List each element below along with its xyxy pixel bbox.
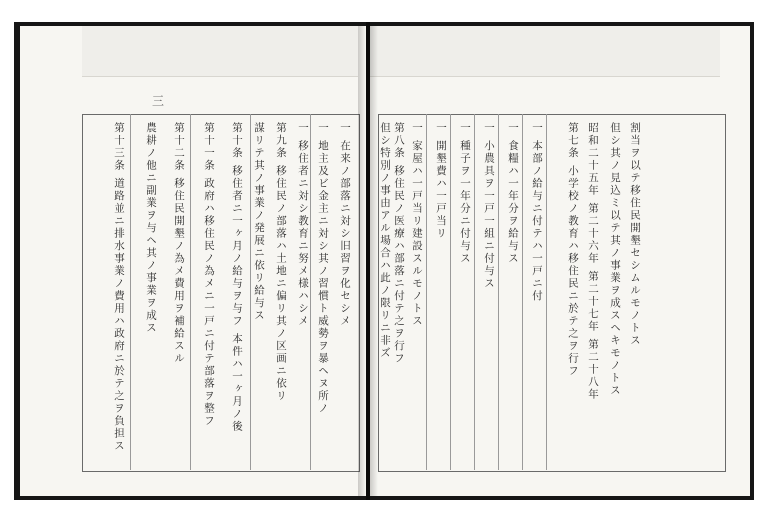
right-rule xyxy=(498,114,499,470)
book-spread xyxy=(14,22,754,500)
right-rule xyxy=(426,114,427,470)
right-column-9: 一 開墾費ハ一戸当リ xyxy=(435,122,447,240)
left-column-6: 第十条 移住者ニ一ヶ月ノ給与ヲ与フ 本件ハ一ヶ月ノ後 xyxy=(231,122,243,433)
left-column-8: 第十二条 移住民開墾ノ為メ費用ヲ補給スル xyxy=(173,122,185,365)
left-fold-shadow xyxy=(358,26,366,496)
right-rule xyxy=(522,114,523,470)
right-column-11: 第八条 移住民ノ医療ハ部落ニ付テ之ヲ行フ xyxy=(393,122,405,365)
left-column-2: 一 地主及ビ金主ニ対シ其ノ習慣ト威勢ヲ暴ヘヌ所ノ xyxy=(317,122,329,415)
right-header-band xyxy=(370,26,720,77)
left-page xyxy=(20,26,366,496)
left-rule xyxy=(250,114,251,470)
left-rule xyxy=(130,114,131,470)
left-header-band xyxy=(82,26,358,77)
left-column-4: 第九条 移住民ノ部落ハ土地ニ偏リ其ノ区画ニ依リ xyxy=(275,122,287,403)
right-column-7: 一 小農具ヲ一戸一組ニ付与ス xyxy=(483,122,495,290)
left-column-7: 第十一条 政府ハ移住民ノ為メニ一戸ニ付テ部落ヲ整フ xyxy=(203,122,215,428)
left-column-9: 農耕ノ他ニ副業ヲ与ヘ其ノ事業ヲ成ス xyxy=(145,122,157,335)
right-column-10: 一 家屋ハ一戸当リ建設スルモノトス xyxy=(411,122,423,328)
left-rule xyxy=(190,114,191,470)
right-page xyxy=(370,26,750,496)
right-fold-shadow xyxy=(370,26,378,496)
right-rule xyxy=(546,114,547,470)
right-text-frame xyxy=(378,114,726,472)
left-corner-mark: 三 xyxy=(152,94,165,108)
right-column-5: 一 本部ノ給与ニ付テハ一戸ニ付 xyxy=(531,122,543,303)
right-rule xyxy=(450,114,451,470)
left-column-5: 謀リテ其ノ事業ノ発展ニ依リ給与ス xyxy=(253,122,265,322)
left-column-1: 一 在来ノ部落ニ対シ旧習ヲ化セシメ xyxy=(339,122,351,328)
right-rule xyxy=(474,114,475,470)
right-column-3: 昭和二十五年 第二十六年 第二十七年 第二十八年 xyxy=(587,122,599,401)
left-column-3: 一 移住者ニ対シ教育ニ努メ様ハシメ xyxy=(297,122,309,328)
right-column-2: 但シ其ノ見込ミ以テ其ノ事業ヲ成スヘキモノトス xyxy=(609,122,621,397)
right-column-12: 但シ特別ノ事由アル場合ハ此ノ限リニ非ズ xyxy=(379,122,391,360)
right-column-6: 一 食糧ハ一年分ヲ給与ス xyxy=(507,122,519,265)
right-column-1: 割当ヲ以テ移住民開墾セシムルモノトス xyxy=(629,122,641,347)
right-column-8: 一 種子ヲ一年分ニ付与ス xyxy=(459,122,471,265)
right-column-4: 第七条 小学校ノ教育ハ移住民ニ於テ之ヲ行フ xyxy=(567,122,579,378)
left-column-10: 第十三条 道路並ニ排水事業ノ費用ハ政府ニ於テ之ヲ負担ス xyxy=(113,122,125,453)
left-rule xyxy=(310,114,311,470)
